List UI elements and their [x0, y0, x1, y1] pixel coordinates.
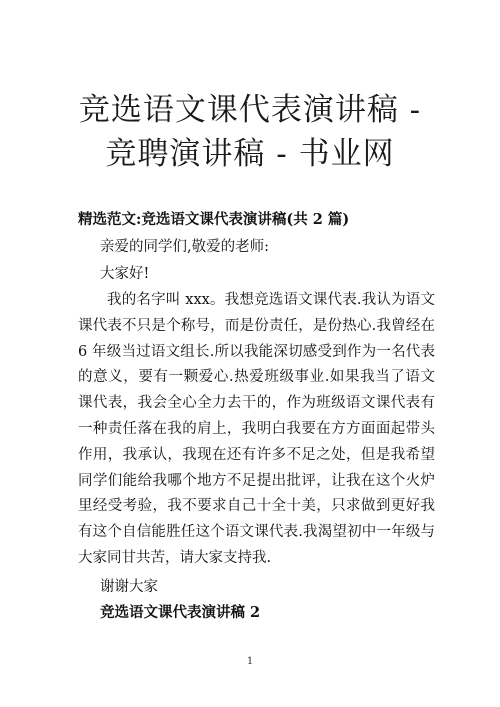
intro-line: 精选范文:竞选语文课代表演讲稿(共 2 篇) [78, 211, 350, 228]
section-heading-2: 竞选语文课代表演讲稿 2 [100, 604, 261, 621]
speech-body: 我的名字叫 xxx。我想竞选语文课代表.我认为语文课代表不只是个称号，而是份责任，是份热心.我曾经在 6 年级当过语文组长.所以我能深切感受到作为一名代表的意义，要有一颗爱心.热爱班级事业.如果我当了语文课代表，我会全心全力去干的，作为班级语文课代表有一种责任落在我的肩上，我明白我要在方方面面起带头作用，我承认，我现在还有许多不足之处，但是我希望同学们能给我哪个地方不足提出批评，让我在这个火炉里经受考验，我不要求自己十全十美，只求做到更好我有这个自信能胜任这个语文课代表.我渴望初中一年级与大家同甘共苦，请大家支持我. [78, 292, 435, 566]
title-line-2: 竞聘演讲稿 - 书业网 [105, 136, 395, 172]
page-number: 1 [246, 656, 254, 667]
document-title [20, 88, 480, 176]
salutation: 亲爱的同学们,敬爱的老师: [100, 239, 269, 255]
title-line-1: 竞选语文课代表演讲稿 - [78, 92, 422, 128]
thanks-line: 谢谢大家 [100, 579, 158, 595]
greeting: 大家好! [100, 266, 150, 282]
